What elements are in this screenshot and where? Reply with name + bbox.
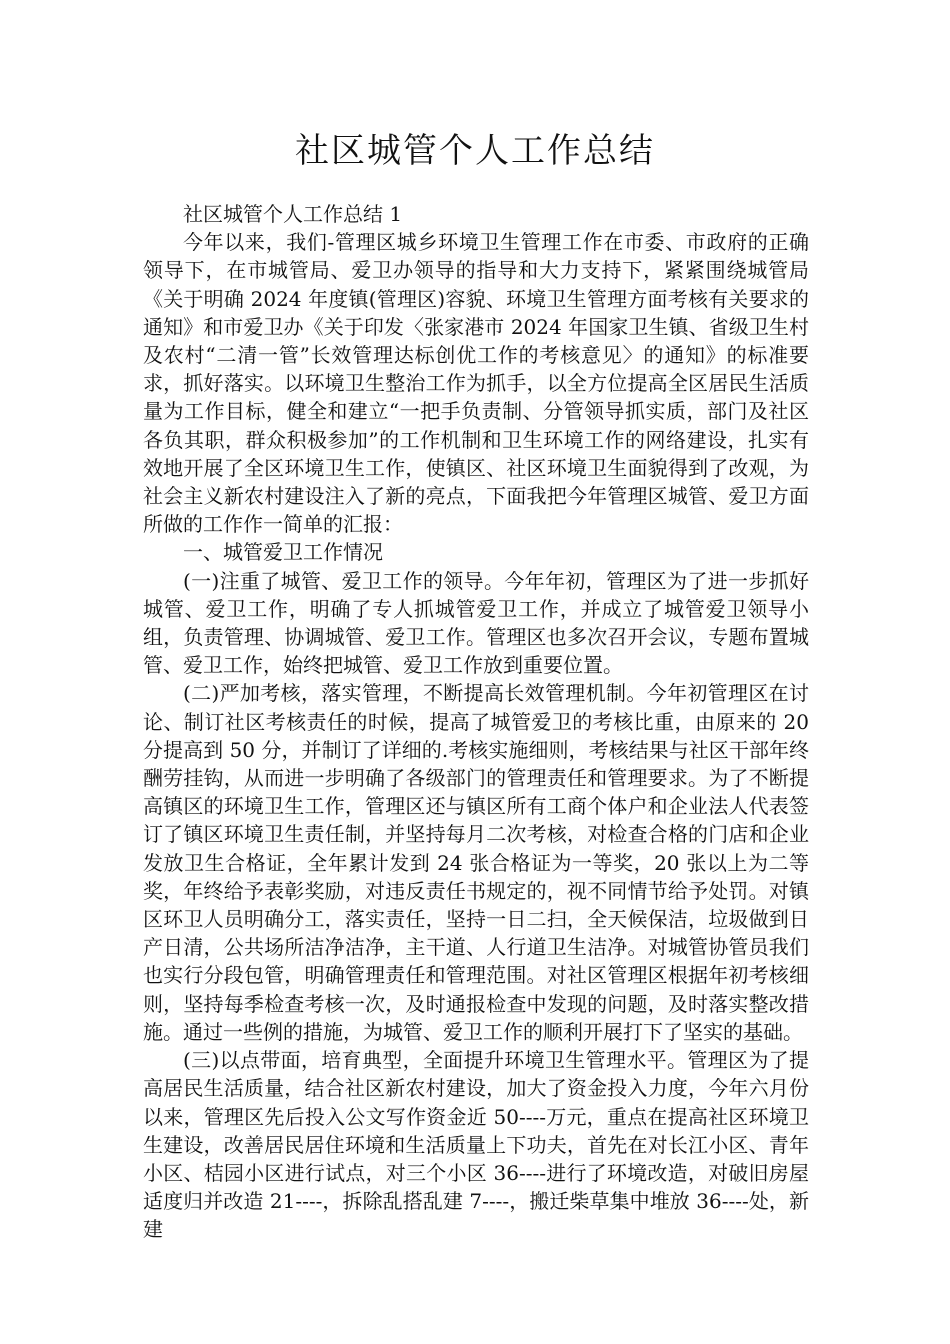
page-title: 社区城管个人工作总结 bbox=[295, 131, 655, 171]
document-body bbox=[143, 200, 809, 1244]
paragraph-item-3: (三)以点带面，培育典型，全面提升环境卫生管理水平。管理区为了提高居民生活质量，结合社区新农村建设，加大了资金投入力度，今年六月份以来，管理区先后投入公文写作资金近 50----万元，重点在提高社区环境卫生建设，改善居民居住环境和生活质量上下功夫，首先在对长江小区、青年小区、桔园小区进行试点，对三个小区 36----进行了环境改造，对破旧房屋适度归并改造 21----，拆除乱搭乱建 7----，搬迁柴草集中堆放 36----处，新建 bbox=[143, 1048, 809, 1242]
section-heading: 一、城管爱卫工作情况 bbox=[183, 540, 383, 565]
paragraph-intro: 今年以来，我们-管理区城乡环境卫生管理工作在市委、市政府的正确领导下，在市城管局、爱卫办领导的指导和大力支持下，紧紧围绕城管局《关于明确 2024 年度镇(管理区)容貌、环境卫生管理方面考核有关要求的通知》和市爱卫办《关于印发〈张家港市 2024 年国家卫生镇、省级卫生村及农村“二清一管”长效管理达标创优工作的考核意见〉的通知》的标准要求，抓好落实。以环境卫生整治工作为抓手，以全方位提高全区居民生活质量为工作目标，健全和建立“一把手负责制、分管领导抓实质，部门及社区各负其职，群众积极参加”的工作机制和卫生环境工作的网络建设，扎实有效地开展了全区环境卫生工作，使镇区、社区环境卫生面貌得到了改观，为社会主义新农村建设注入了新的亮点，下面我把今年管理区城管、爱卫方面所做的工作作一简单的汇报： bbox=[143, 230, 809, 537]
paragraph-item-2: (二)严加考核，落实管理，不断提高长效管理机制。今年初管理区在讨论、制订社区考核责任的时候，提高了城管爱卫的考核比重，由原来的 20 分提高到 50 分，并制订了详细的.考核实施细则，考核结果与社区干部年终酬劳挂钩，从而进一步明确了各级部门的管理责任和管理要求。为了不断提高镇区的环境卫生工作，管理区还与镇区所有工商个体户和企业法人代表签订了镇区环境卫生责任制，并坚持每月二次考核，对检查合格的门店和企业发放卫生合格证，全年累计发到 24 张合格证为一等奖，20 张以上为二等奖，年终给予表彰奖励，对违反责任书规定的，视不同情节给予处罚。对镇区环卫人员明确分工，落实责任，坚持一日二扫，全天候保洁，垃圾做到日产日清，公共场所洁净洁净，主干道、人行道卫生洁净。对城管协管员我们也实行分段包管，明确管理责任和管理范围。对社区管理区根据年初考核细则，坚持每季检查考核一次，及时通报检查中发现的问题，及时落实整改措施。通过一些例的措施，为城管、爱卫工作的顺利开展打下了坚实的基础。 bbox=[143, 681, 809, 1044]
subtitle-line: 社区城管个人工作总结 1 bbox=[183, 202, 403, 226]
paragraph-item-1: (一)注重了城管、爱卫工作的领导。今年年初，管理区为了进一步抓好城管、爱卫工作，明确了专人抓城管爱卫工作，并成立了城管爱卫领导小组，负责管理、协调城管、爱卫工作。管理区也多次召开会议，专题布置城管、爱卫工作，始终把城管、爱卫工作放到重要位置。 bbox=[143, 568, 809, 678]
